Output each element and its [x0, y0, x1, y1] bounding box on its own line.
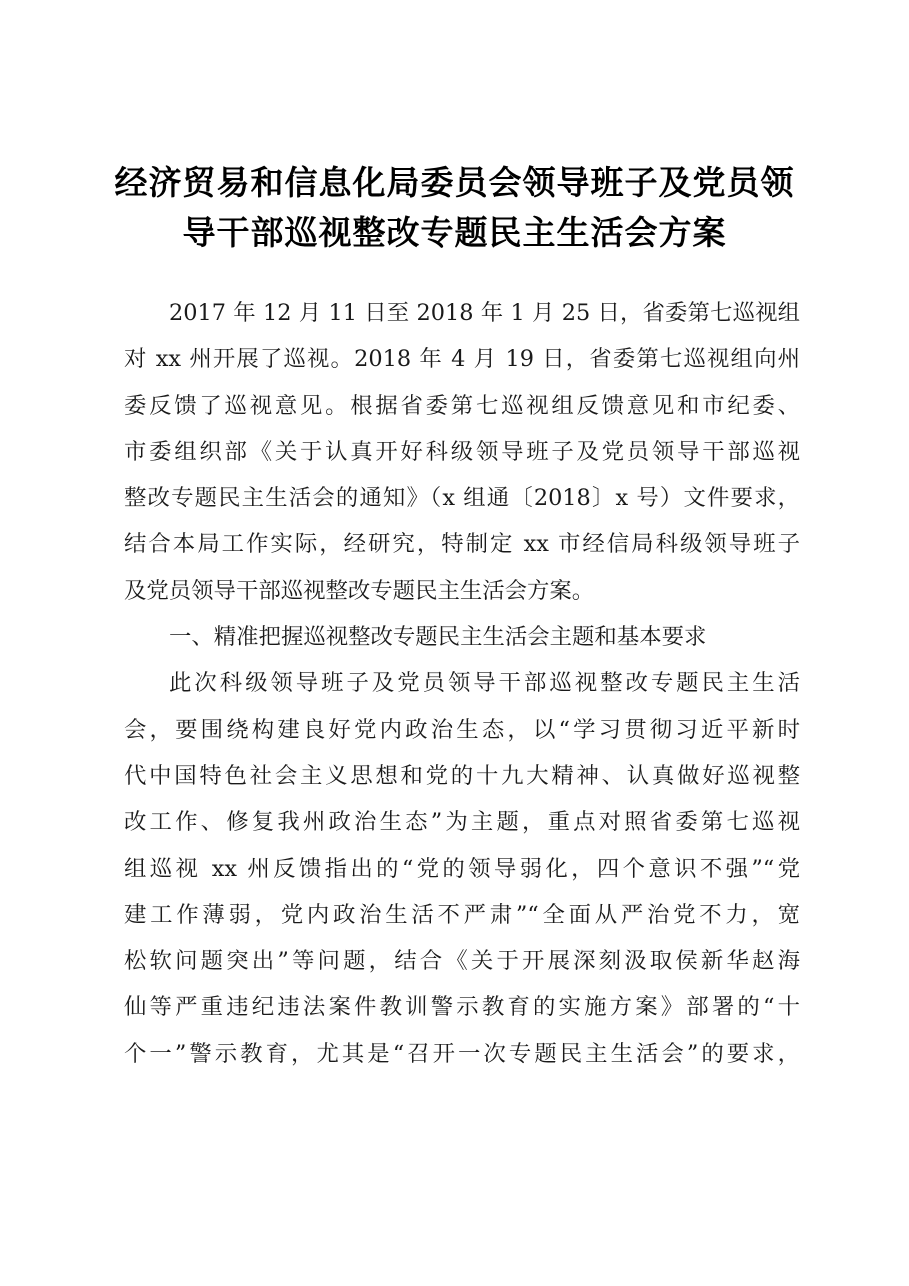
text-line: 委反馈了巡视意见。根据省委第七巡视组反馈意见和市纪委、 [124, 392, 800, 419]
text-line: 整改专题民主生活会的通知》（x 组通〔2018〕x 号）文件要求， [124, 485, 800, 512]
text-line: 代中国特色社会主义思想和党的十九大精神、认真做好巡视整 [124, 762, 800, 789]
text-line: 建工作薄弱，党内政治生活不严肃”“全面从严治党不力，宽 [124, 901, 800, 928]
document-body [124, 290, 800, 1077]
text-line: 此次科级领导班子及党员领导干部巡视整改专题民主生活 [169, 670, 800, 697]
text-line: 对 xx 州开展了巡视。2018 年 4 月 19 日，省委第七巡视组向州 [124, 346, 800, 373]
paragraph-requirements [124, 660, 800, 1077]
text-line: 2017 年 12 月 11 日至 2018 年 1 月 25 日，省委第七巡视组 [169, 300, 800, 326]
text-line: 一、精准把握巡视整改专题民主生活会主题和基本要求 [169, 624, 707, 651]
text-line: 组巡视 xx 州反馈指出的“党的领导弱化，四个意识不强”“党 [124, 855, 800, 882]
section-heading [124, 614, 800, 660]
title-line: 导干部巡视整改专题民主生活会方案 [182, 213, 727, 252]
text-line: 及党员领导干部巡视整改专题民主生活会方案。 [124, 577, 595, 604]
paragraph-intro [124, 290, 800, 614]
title-line: 经济贸易和信息化局委员会领导班子及党员领 [114, 163, 795, 202]
text-line: 松软问题突出”等问题，结合《关于开展深刻汲取侯新华赵海 [124, 948, 800, 975]
text-line: 会，要围绕构建良好党内政治生态，以“学习贯彻习近平新时 [124, 716, 800, 743]
document-title [100, 158, 809, 258]
text-line: 结合本局工作实际，经研究，特制定 xx 市经信局科级领导班子 [124, 531, 800, 558]
text-line: 仙等严重违纪违法案件教训警示教育的实施方案》部署的“十 [124, 994, 800, 1021]
text-line: 个一”警示教育，尤其是“召开一次专题民主生活会”的要求， [124, 1040, 800, 1067]
text-line: 市委组织部《关于认真开好科级领导班子及党员领导干部巡视 [124, 438, 800, 465]
text-line: 改工作、修复我州政治生态”为主题，重点对照省委第七巡视 [124, 809, 800, 836]
